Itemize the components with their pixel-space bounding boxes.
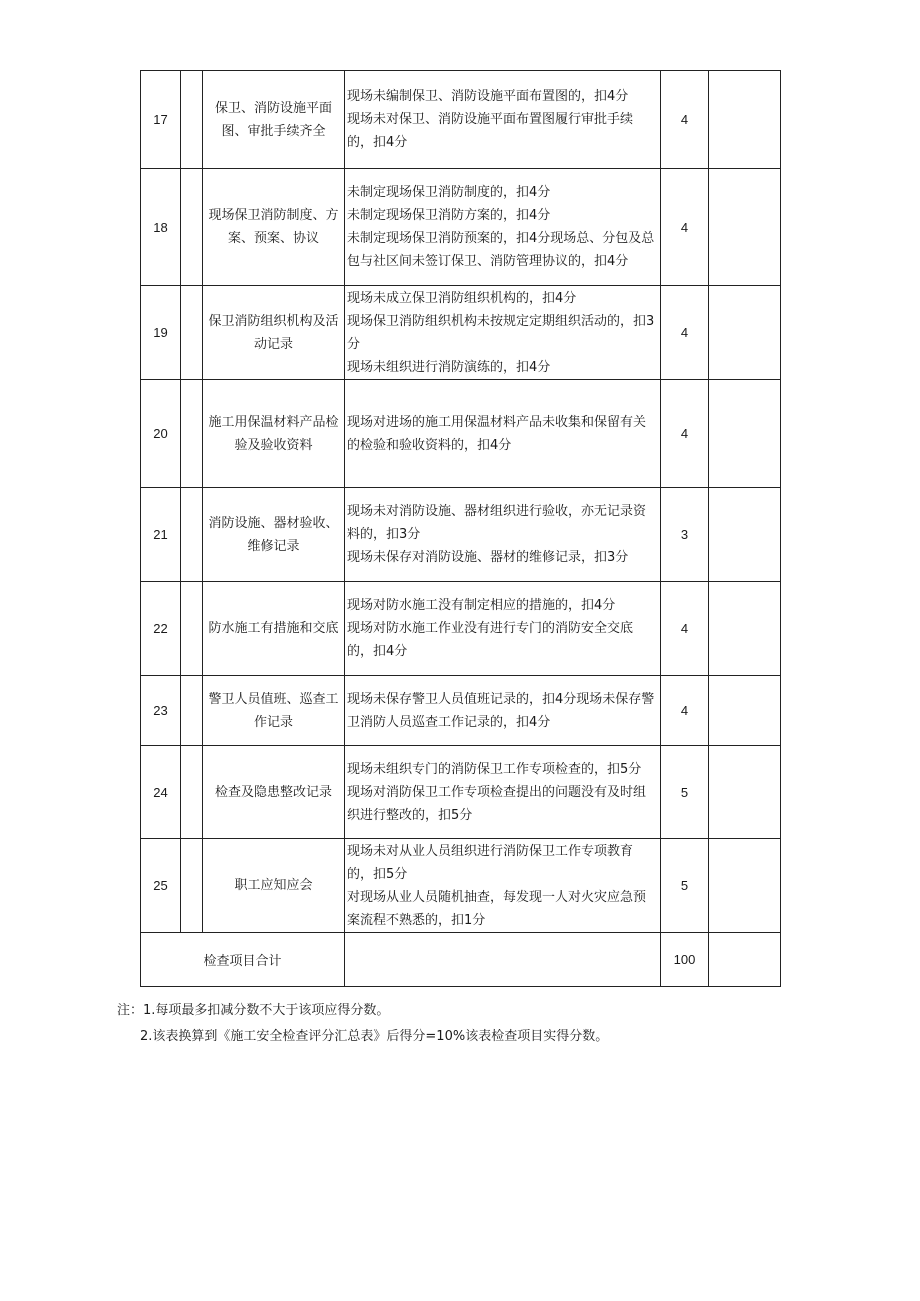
deduction-standard: 现场对进场的施工用保温材料产品未收集和保留有关的检验和验收资料的，扣4分 <box>345 380 661 488</box>
deduction-standard: 未制定现场保卫消防制度的，扣4分 未制定现场保卫消防方案的，扣4分 未制定现场保卫消防预案的，扣4分现场总、分包及总包与社区间未签订保卫、消防管理协议的，扣4分 <box>345 169 661 286</box>
table-row <box>141 839 781 933</box>
check-item: 警卫人员值班、巡查工作记录 <box>203 676 345 746</box>
table-row <box>141 71 781 169</box>
table-row <box>141 169 781 286</box>
row-number: 24 <box>141 746 181 839</box>
table-row <box>141 582 781 676</box>
check-item: 保卫消防组织机构及活动记录 <box>203 286 345 380</box>
table-row <box>141 380 781 488</box>
deducted-score-cell <box>709 169 781 286</box>
due-score: 4 <box>661 380 709 488</box>
note-1: 注：1.每项最多扣减分数不大于该项应得分数。 <box>117 1003 390 1018</box>
category-cell <box>181 286 203 380</box>
total-score: 100 <box>661 933 709 987</box>
table-row <box>141 488 781 582</box>
deduction-standard: 现场对防水施工没有制定相应的措施的，扣4分 现场对防水施工作业没有进行专门的消防安全交底的，扣4分 <box>345 582 661 676</box>
deduction-standard: 现场未组织专门的消防保卫工作专项检查的，扣5分 现场对消防保卫工作专项检查提出的问题没有及时组织进行整改的，扣5分 <box>345 746 661 839</box>
check-item: 保卫、消防设施平面图、审批手续齐全 <box>203 71 345 169</box>
row-number: 17 <box>141 71 181 169</box>
due-score: 5 <box>661 839 709 933</box>
row-number: 22 <box>141 582 181 676</box>
deduction-standard: 现场未对从业人员组织进行消防保卫工作专项教育的，扣5分 对现场从业人员随机抽查，每发现一人对火灾应急预案流程不熟悉的，扣1分 <box>345 839 661 933</box>
check-item: 检查及隐患整改记录 <box>203 746 345 839</box>
category-cell <box>181 380 203 488</box>
category-cell <box>181 746 203 839</box>
check-item: 防水施工有措施和交底 <box>203 582 345 676</box>
deducted-score-cell <box>709 839 781 933</box>
note-2: 2.该表换算到《施工安全检查评分汇总表》后得分=10%该表检查项目实得分数。 <box>140 1029 609 1044</box>
row-number: 19 <box>141 286 181 380</box>
check-item: 消防设施、器材验收、维修记录 <box>203 488 345 582</box>
total-row <box>141 933 781 987</box>
due-score: 4 <box>661 582 709 676</box>
due-score: 4 <box>661 169 709 286</box>
total-standard-cell <box>345 933 661 987</box>
check-item: 职工应知应会 <box>203 839 345 933</box>
check-item: 施工用保温材料产品检验及验收资料 <box>203 380 345 488</box>
deducted-score-cell <box>709 380 781 488</box>
due-score: 3 <box>661 488 709 582</box>
row-number: 18 <box>141 169 181 286</box>
row-number: 21 <box>141 488 181 582</box>
deducted-score-cell <box>709 488 781 582</box>
due-score: 4 <box>661 71 709 169</box>
table-notes <box>117 998 608 1050</box>
due-score: 5 <box>661 746 709 839</box>
due-score: 4 <box>661 676 709 746</box>
deduction-standard: 现场未编制保卫、消防设施平面布置图的，扣4分 现场未对保卫、消防设施平面布置图履行审批手续的，扣4分 <box>345 71 661 169</box>
check-item: 现场保卫消防制度、方案、预案、协议 <box>203 169 345 286</box>
deduction-standard: 现场未成立保卫消防组织机构的，扣4分 现场保卫消防组织机构未按规定定期组织活动的，扣3分 现场未组织进行消防演练的，扣4分 <box>345 286 661 380</box>
category-cell <box>181 71 203 169</box>
row-number: 20 <box>141 380 181 488</box>
deducted-score-cell <box>709 582 781 676</box>
deducted-score-cell <box>709 676 781 746</box>
table-row <box>141 676 781 746</box>
deduction-standard: 现场未对消防设施、器材组织进行验收，亦无记录资料的，扣3分 现场未保存对消防设施、器材的维修记录，扣3分 <box>345 488 661 582</box>
row-number: 23 <box>141 676 181 746</box>
deducted-score-cell <box>709 286 781 380</box>
table-row <box>141 746 781 839</box>
category-cell <box>181 676 203 746</box>
row-number: 25 <box>141 839 181 933</box>
deduction-standard: 现场未保存警卫人员值班记录的，扣4分现场未保存警卫消防人员巡查工作记录的，扣4分 <box>345 676 661 746</box>
table-row <box>141 286 781 380</box>
category-cell <box>181 488 203 582</box>
total-label: 检查项目合计 <box>141 933 345 987</box>
due-score: 4 <box>661 286 709 380</box>
deducted-score-cell <box>709 746 781 839</box>
category-cell <box>181 169 203 286</box>
total-deducted-cell <box>709 933 781 987</box>
category-cell <box>181 582 203 676</box>
inspection-score-table <box>140 70 781 987</box>
deducted-score-cell <box>709 71 781 169</box>
category-cell <box>181 839 203 933</box>
